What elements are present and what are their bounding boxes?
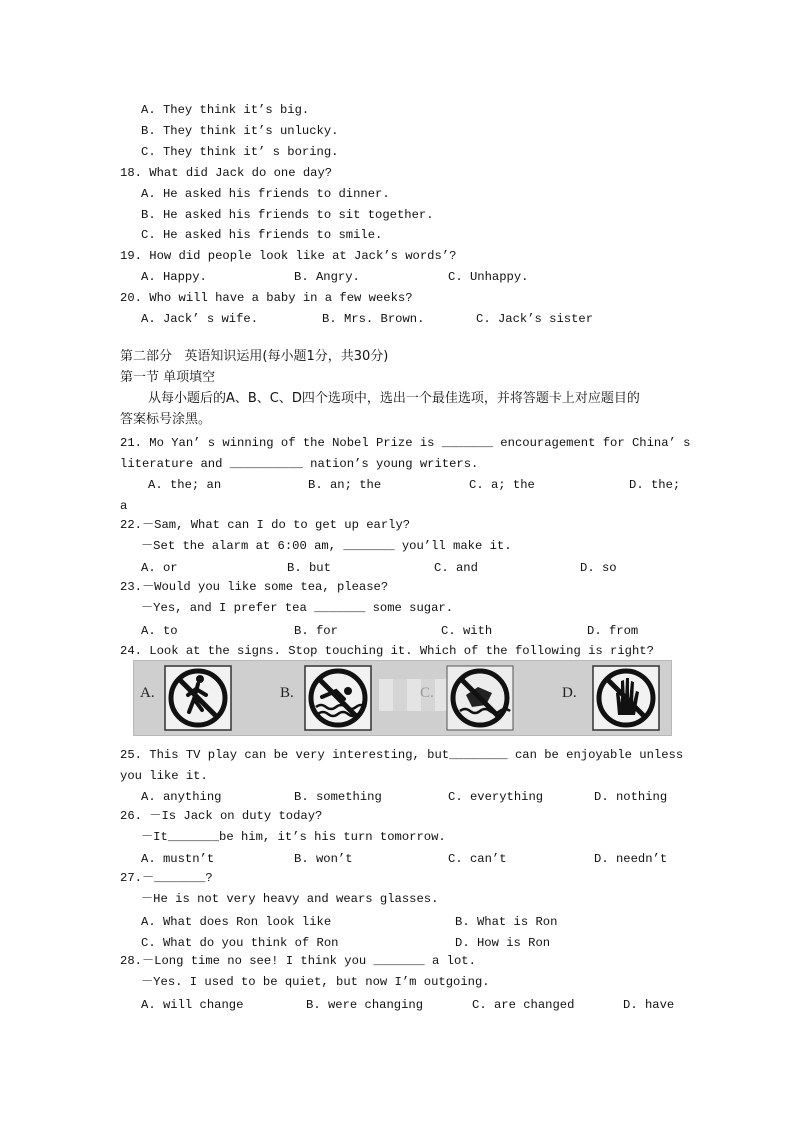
q28-option-b: B. were changing (306, 998, 424, 1012)
q25-question: 25. This TV play can be very interesting, but________ can be enjoyable unless (120, 748, 684, 762)
q27-option-b: B. What is Ron (455, 915, 558, 929)
q23-option-b: B. for (294, 624, 338, 638)
q21-option-b: B. an; the (308, 478, 382, 492)
q22-response: －Set the alarm at 6:00 am, _______ you’ll make it. (141, 539, 512, 553)
sign-letter-c: C. (420, 685, 434, 701)
q22-option-c: C. and (434, 561, 478, 575)
q19-option-b: B. Angry. (294, 270, 360, 284)
q23-option-d: D. from (587, 624, 639, 638)
q26-option-a: A. mustn’t (141, 852, 215, 866)
q21-option-d-cont: a (120, 499, 128, 513)
q21-option-d: D. the; (629, 478, 681, 492)
q28-option-c: C. are changed (472, 998, 575, 1012)
q21-question-cont: literature and __________ nation’s young writers. (120, 457, 479, 471)
q18-option-c: C. He asked his friends to smile. (141, 228, 383, 242)
no-walking-icon (164, 665, 232, 731)
no-fishing-icon (446, 665, 514, 731)
q22-option-d: D. so (580, 561, 617, 575)
sign-letter-a: A. (140, 685, 155, 701)
q18-question: 18. What did Jack do one day? (120, 166, 333, 180)
q17-option-a: A. They think it’s big. (141, 103, 310, 117)
q19-option-a: A. Happy. (141, 270, 207, 284)
q18-option-a: A. He asked his friends to dinner. (141, 187, 390, 201)
q20-question: 20. Who will have a baby in a few weeks? (120, 291, 413, 305)
q27-response: －He is not very heavy and wears glasses. (141, 892, 439, 906)
q22-option-b: B. but (287, 561, 331, 575)
part-two-heading: 第二部分 英语知识运用(每小题1分，共30分) (120, 349, 389, 364)
instructions-line-2: 答案标号涂黑。 (120, 412, 212, 427)
q18-option-b: B. He asked his friends to sit together. (141, 208, 434, 222)
q22-question: 22.－Sam, What can I do to get up early? (120, 518, 411, 532)
q25-option-c: C. everything (448, 790, 544, 804)
q25-option-b: B. something (294, 790, 382, 804)
q17-option-b: B. They think it’s unlucky. (141, 124, 339, 138)
q20-option-a: A. Jack’ s wife. (141, 312, 259, 326)
no-touching-icon (592, 665, 660, 731)
q26-option-d: D. needn’t (594, 852, 668, 866)
q27-question: 27.－_______? (120, 871, 213, 885)
no-swimming-icon (304, 665, 372, 731)
q22-option-a: A. or (141, 561, 178, 575)
instructions-line-1: 从每小题后的A、B、C、D四个选项中，选出一个最佳选项，并将答题卡上对应题目的 (148, 391, 640, 406)
q21-option-c: C. a; the (469, 478, 535, 492)
q25-question-cont: you like it. (120, 769, 208, 783)
q25-option-d: D. nothing (594, 790, 668, 804)
q23-question: 23.－Would you like some tea, please? (120, 580, 389, 594)
q27-option-a: A. What does Ron look like (141, 915, 332, 929)
q26-question: 26. －Is Jack on duty today? (120, 809, 323, 823)
q19-option-c: C. Unhappy. (448, 270, 529, 284)
q25-option-a: A. anything (141, 790, 222, 804)
q28-question: 28.－Long time no see! I think you _______ a lot. (120, 954, 476, 968)
q23-option-c: C. with (441, 624, 493, 638)
q23-option-a: A. to (141, 624, 178, 638)
section-one-heading: 第一节 单项填空 (120, 370, 216, 385)
q27-option-c: C. What do you think of Ron (141, 936, 339, 950)
q28-option-a: A. will change (141, 998, 244, 1012)
sign-letter-d: D. (562, 685, 577, 701)
q28-option-d: D. have (623, 998, 675, 1012)
q21-option-a: A. the; an (148, 478, 222, 492)
q19-question: 19. How did people look like at Jack’s words’? (120, 249, 457, 263)
q23-response: －Yes, and I prefer tea _______ some sugar. (141, 601, 454, 615)
q20-option-b: B. Mrs. Brown. (322, 312, 425, 326)
q28-response: －Yes. I used to be quiet, but now I’m outgoing. (141, 975, 490, 989)
q27-option-d: D. How is Ron (455, 936, 551, 950)
q17-option-c: C. They think it’ s boring. (141, 145, 339, 159)
q24-question: 24. Look at the signs. Stop touching it. Which of the following is right? (120, 644, 654, 658)
q21-question: 21. Mo Yan’ s winning of the Nobel Prize is _______ encouragement for China’ s (120, 436, 691, 450)
q26-option-b: B. won’t (294, 852, 353, 866)
q26-option-c: C. can’t (448, 852, 507, 866)
sign-letter-b: B. (280, 685, 294, 701)
q26-response: －It_______be him, it’s his turn tomorrow. (141, 830, 446, 844)
signs-image (133, 660, 672, 736)
q20-option-c: C. Jack’s sister (476, 312, 594, 326)
